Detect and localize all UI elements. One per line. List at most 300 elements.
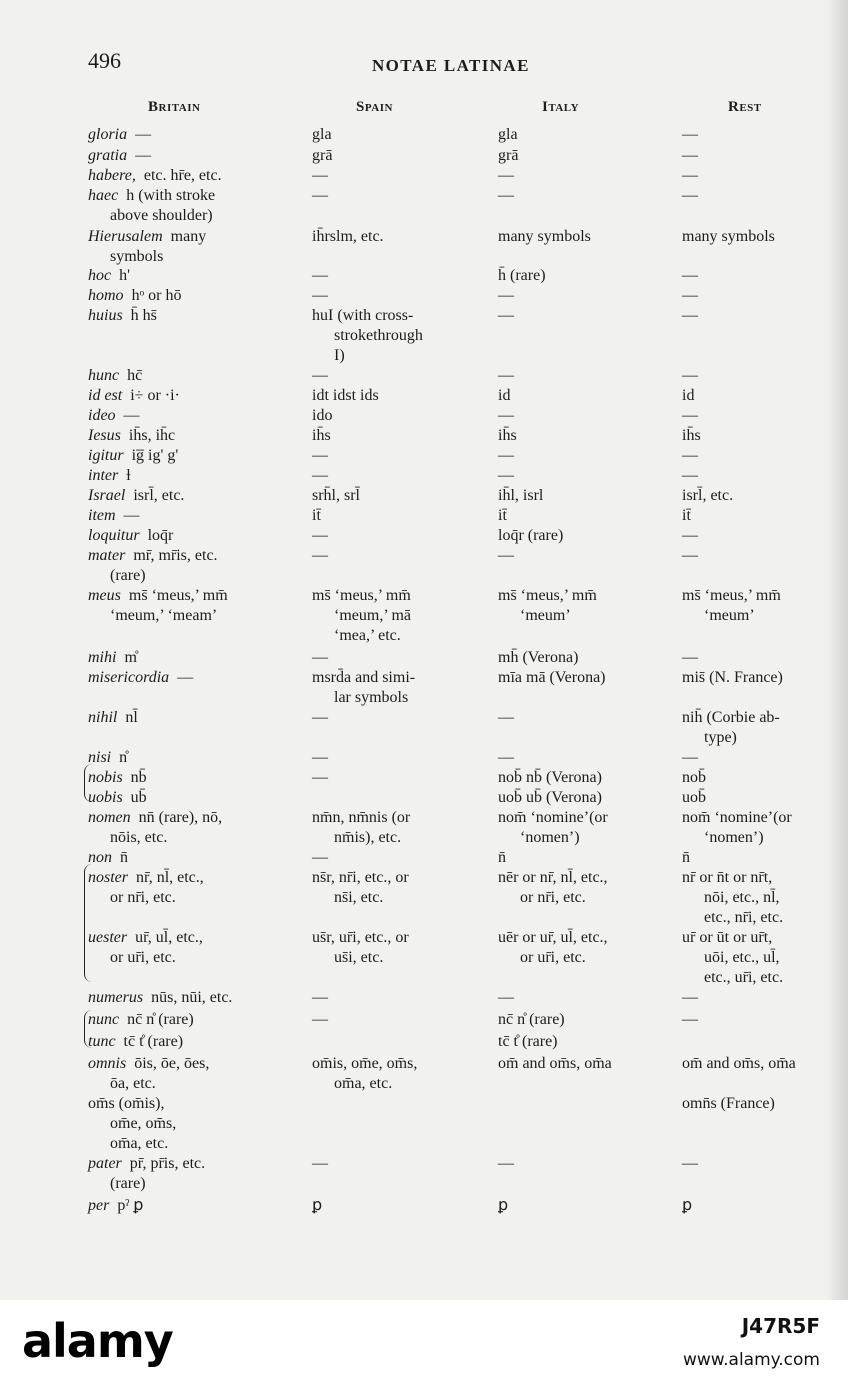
cell-britain — [88, 1054, 288, 1094]
abbreviation-rest: ur̄ or ūt or ur̄t, — [682, 929, 773, 946]
abbreviation-rest: ms̄ ‘meus,’ mm̄ — [682, 587, 781, 604]
abbreviation-italy: mh̄ (Verona) — [498, 649, 579, 666]
abbreviation-italy: many symbols — [498, 228, 591, 245]
cell-britain — [88, 868, 288, 908]
headword: meus — [88, 587, 121, 604]
brace-nunc-tunc — [84, 1010, 92, 1048]
brace-noster-uester — [84, 864, 92, 982]
headword: inter — [88, 467, 119, 484]
abbreviation-spain: grā — [312, 147, 333, 164]
headword: Israel — [88, 487, 126, 504]
abbreviation-rest: isrl̄, etc. — [682, 487, 734, 504]
abbreviation-rest: nih̄ (Corbie ab- — [682, 709, 780, 726]
abbreviation-britain: nc̄ n̊ (rare) — [127, 1011, 194, 1028]
abbreviation-rest: omn̄s (France) — [682, 1095, 775, 1112]
abbreviation-italy: nom̄ ‘nomine’(or — [498, 809, 608, 826]
headword: misericordia — [88, 669, 170, 686]
cell-britain — [88, 1196, 288, 1216]
watermark-url: www.alamy.com — [682, 1350, 820, 1370]
headword: item — [88, 507, 116, 524]
cell-italy — [498, 868, 658, 908]
abbreviation-rest-continued: nōi, etc., nl̄, — [704, 889, 780, 906]
abbreviation-spain: gla — [312, 126, 332, 143]
abbreviation-rest: — — [682, 126, 698, 143]
cell-italy — [498, 808, 658, 848]
headword: hoc — [88, 267, 112, 284]
cell-italy — [498, 125, 658, 145]
abbreviation-britain: m̊ — [124, 649, 137, 666]
cell-spain — [312, 648, 472, 668]
headword: gratia — [88, 147, 128, 164]
abbreviation-britain: nn̄ (rare), nō, — [138, 809, 223, 826]
headword: numerus — [88, 989, 144, 1006]
abbreviation-italy: — — [498, 709, 514, 726]
cell-italy — [498, 386, 658, 406]
abbreviation-rest: — — [682, 147, 698, 164]
abbreviation-spain: — — [312, 769, 328, 786]
cell-britain — [88, 506, 288, 526]
headword: id est — [88, 387, 123, 404]
cell-italy — [498, 546, 658, 566]
abbreviation-rest: nom̄ ‘nomine’(or — [682, 809, 792, 826]
abbreviation-britain: nr̄, nl̄, etc., — [136, 869, 204, 886]
abbreviation-britain: ih̄s, ih̄c — [128, 427, 176, 444]
cell-italy — [498, 768, 658, 788]
abbreviation-italy: h̄ (rare) — [498, 267, 546, 284]
cell-italy — [498, 748, 658, 768]
cell-britain — [88, 186, 288, 226]
abbreviation-italy-continued: ‘nomen’) — [520, 829, 580, 846]
abbreviation-rest: — — [682, 407, 698, 424]
cell-rest — [682, 306, 828, 326]
cell-rest — [682, 366, 828, 386]
abbreviation-spain: — — [312, 447, 328, 464]
abbreviation-rest: — — [682, 287, 698, 304]
abbreviation-spain-continued: lar symbols — [334, 689, 409, 706]
headword: pater — [88, 1155, 122, 1172]
abbreviation-italy: — — [498, 547, 514, 564]
abbreviation-italy: uob̄ ub̄ (Verona) — [498, 789, 602, 806]
headword: nihil — [88, 709, 118, 726]
cell-britain — [88, 306, 288, 326]
headword: hunc — [88, 367, 120, 384]
cell-italy — [498, 426, 658, 446]
cell-italy — [498, 526, 658, 546]
cell-rest — [682, 988, 828, 1008]
cell-spain — [312, 125, 472, 145]
cell-italy — [498, 988, 658, 1008]
abbreviation-britain-continued: (rare) — [110, 1175, 146, 1192]
cell-rest — [682, 446, 828, 466]
cell-spain — [312, 366, 472, 386]
abbreviation-rest: — — [682, 467, 698, 484]
cell-spain — [312, 1010, 472, 1030]
cell-rest — [682, 928, 828, 988]
abbreviation-italy: nob̄ nb̄ (Verona) — [498, 769, 602, 786]
cell-spain — [312, 386, 472, 406]
cell-spain — [312, 466, 472, 486]
cell-italy — [498, 466, 658, 486]
abbreviation-spain: ns̄r, nr̄i, etc., or — [312, 869, 409, 886]
cell-italy — [498, 446, 658, 466]
abbreviation-rest: it̄ — [682, 507, 691, 524]
abbreviation-italy: tc̄ t̊ (rare) — [498, 1033, 558, 1050]
cell-italy — [498, 146, 658, 166]
cell-italy — [498, 928, 658, 968]
headword: Iesus — [88, 427, 121, 444]
abbreviation-spain-continued: I) — [334, 347, 345, 364]
column-header-spain: Spain — [356, 99, 393, 115]
abbreviation-britain: n̊ — [119, 749, 128, 766]
cell-italy — [498, 366, 658, 386]
abbreviation-italy: — — [498, 467, 514, 484]
cell-rest — [682, 586, 828, 626]
cell-rest — [682, 526, 828, 546]
cell-britain — [88, 366, 288, 386]
cell-rest — [682, 788, 828, 808]
abbreviation-italy: — — [498, 167, 514, 184]
abbreviation-britain: ms̄ ‘meus,’ mm̄ — [128, 587, 228, 604]
abbreviation-italy: ih̄s — [498, 427, 517, 444]
abbreviation-rest: n̄ — [682, 849, 690, 866]
headword: huius — [88, 307, 123, 324]
cell-britain — [88, 748, 288, 768]
abbreviation-spain: nm̄n, nm̄nis (or — [312, 809, 411, 826]
abbreviation-italy-continued: or ur̄i, etc. — [520, 949, 586, 966]
abbreviation-spain: — — [312, 267, 328, 284]
cell-italy — [498, 506, 658, 526]
cell-rest — [682, 406, 828, 426]
headword: homo — [88, 287, 124, 304]
cell-britain — [88, 286, 288, 306]
abbreviation-spain: — — [312, 367, 328, 384]
cell-spain — [312, 748, 472, 768]
abbreviation-italy: — — [498, 407, 514, 424]
cell-britain — [88, 125, 288, 145]
abbreviation-britain: nūs, nūi, etc. — [151, 989, 233, 1006]
cell-rest — [682, 186, 828, 206]
abbreviation-italy: — — [498, 447, 514, 464]
abbreviation-spain: — — [312, 287, 328, 304]
cell-britain — [88, 1010, 288, 1030]
cell-italy — [498, 286, 658, 306]
abbreviation-britain: h (with stroke — [126, 187, 216, 204]
abbreviation-britain-continued: (rare) — [110, 567, 146, 584]
abbreviation-spain-continued: us̄i, etc. — [334, 949, 384, 966]
cell-spain — [312, 146, 472, 166]
abbreviation-britain: ōis, ōe, ōes, — [134, 1055, 210, 1072]
abbreviation-britain: hᵒ or hō — [131, 287, 182, 304]
cell-britain — [88, 768, 288, 788]
headword: non — [88, 849, 112, 866]
cell-britain — [88, 446, 288, 466]
headword: gloria — [88, 126, 128, 143]
abbreviation-spain: — — [312, 989, 328, 1006]
cell-italy — [498, 186, 658, 206]
abbreviation-italy: mīa mā (Verona) — [498, 669, 606, 686]
abbreviation-rest: — — [682, 447, 698, 464]
cell-spain — [312, 708, 472, 728]
abbreviation-italy: — — [498, 367, 514, 384]
headword: noster — [88, 869, 128, 886]
cell-spain — [312, 586, 472, 646]
cell-spain — [312, 506, 472, 526]
abbreviation-britain: ig̅ ig' g' — [131, 447, 179, 464]
cell-spain — [312, 546, 472, 566]
cell-britain — [88, 486, 288, 506]
abbreviation-britain: pr̄, pr̄is, etc. — [129, 1155, 206, 1172]
cell-britain — [88, 1094, 288, 1154]
cell-spain — [312, 808, 472, 848]
abbreviation-britain: — — [123, 507, 140, 524]
cell-spain — [312, 426, 472, 446]
cell-britain — [88, 788, 288, 808]
cell-rest — [682, 768, 828, 788]
abbreviation-spain: — — [312, 849, 328, 866]
abbreviation-britain: ɫ — [126, 467, 131, 484]
abbreviation-italy: — — [498, 1155, 514, 1172]
abbreviation-britain: etc. hr̄e, etc. — [143, 167, 222, 184]
cell-rest — [682, 506, 828, 526]
cell-britain — [88, 668, 288, 688]
headword: nomen — [88, 809, 131, 826]
abbreviation-spain: ido — [312, 407, 333, 424]
abbreviation-italy: nc̄ n̊ (rare) — [498, 1011, 565, 1028]
abbreviation-italy: — — [498, 187, 514, 204]
abbreviation-britain: n̄ — [120, 849, 128, 866]
abbreviation-spain: — — [312, 527, 328, 544]
headword: per — [88, 1197, 110, 1214]
cell-rest — [682, 266, 828, 286]
cell-rest — [682, 125, 828, 145]
cell-rest — [682, 648, 828, 668]
abbreviation-italy: loq̄r (rare) — [498, 527, 564, 544]
abbreviation-britain: ub̄ — [130, 789, 147, 806]
headword: tunc — [88, 1033, 116, 1050]
abbreviation-rest-continued: type) — [704, 729, 737, 746]
cell-rest — [682, 146, 828, 166]
abbreviation-britain: mr̄, mr̄is, etc. — [133, 547, 218, 564]
cell-spain — [312, 186, 472, 206]
cell-rest — [682, 227, 828, 247]
abbreviation-rest: many symbols — [682, 228, 775, 245]
abbreviation-spain: — — [312, 547, 328, 564]
abbreviation-spain: — — [312, 709, 328, 726]
abbreviation-spain-continued: ns̄i, etc. — [334, 889, 384, 906]
cell-italy — [498, 1196, 658, 1216]
cell-britain — [88, 848, 288, 868]
cell-rest — [682, 1094, 828, 1114]
cell-rest — [682, 466, 828, 486]
abbreviation-britain: tc̄ t̊ (rare) — [123, 1033, 184, 1050]
running-head: NOTAE LATINAE — [372, 56, 530, 75]
headword: uobis — [88, 789, 123, 806]
cell-italy — [498, 166, 658, 186]
abbreviation-britain: — — [135, 147, 152, 164]
cell-spain — [312, 526, 472, 546]
cell-rest — [682, 386, 828, 406]
abbreviation-spain-continued: nm̄is), etc. — [334, 829, 402, 846]
abbreviation-rest: om̄ and om̄s, om̄a — [682, 1055, 796, 1072]
abbreviation-britain: i÷ or ·i· — [130, 387, 180, 404]
abbreviation-britain: om̄s (om̄is), — [88, 1095, 165, 1112]
cell-spain — [312, 868, 472, 908]
cell-italy — [498, 1154, 658, 1174]
abbreviation-britain-continued: or ur̄i, etc. — [110, 949, 176, 966]
abbreviation-italy: — — [498, 307, 514, 324]
abbreviation-spain: idt idst ids — [312, 387, 379, 404]
page-number: 496 — [88, 48, 121, 73]
cell-britain — [88, 266, 288, 286]
abbreviation-italy: nēr or nr̄, nl̄, etc., — [498, 869, 608, 886]
abbreviation-spain-continued: strokethrough — [334, 327, 423, 344]
alamy-logo: alamy — [22, 1314, 173, 1368]
column-header-rest: Rest — [728, 99, 762, 115]
cell-italy — [498, 1054, 658, 1074]
abbreviation-britain: — — [135, 126, 152, 143]
cell-britain — [88, 466, 288, 486]
abbreviation-britain-continued: om̄a, etc. — [110, 1135, 169, 1152]
cell-spain — [312, 446, 472, 466]
abbreviation-rest-continued: ‘nomen’) — [704, 829, 764, 846]
abbreviation-italy: grā — [498, 147, 519, 164]
headword: mater — [88, 547, 126, 564]
headword: nisi — [88, 749, 112, 766]
cell-britain — [88, 1032, 288, 1052]
abbreviation-italy: it̄ — [498, 507, 507, 524]
cell-rest — [682, 426, 828, 446]
cell-spain — [312, 988, 472, 1008]
abbreviation-rest: — — [682, 367, 698, 384]
headword: Hierusalem — [88, 228, 163, 245]
cell-spain — [312, 306, 472, 366]
abbreviation-spain: ih̄rslm, etc. — [312, 228, 384, 245]
headword: loquitur — [88, 527, 140, 544]
abbreviation-rest: — — [682, 749, 698, 766]
cell-britain — [88, 406, 288, 426]
cell-spain — [312, 286, 472, 306]
abbreviation-britain: nl̄ — [125, 709, 138, 726]
cell-italy — [498, 668, 658, 688]
abbreviation-spain: — — [312, 1155, 328, 1172]
abbreviation-spain: msrd̄a and simi- — [312, 669, 416, 686]
abbreviation-rest: — — [682, 1011, 698, 1028]
cell-britain — [88, 526, 288, 546]
headword: ideo — [88, 407, 116, 424]
headword: nunc — [88, 1011, 120, 1028]
cell-britain — [88, 426, 288, 446]
abbreviation-rest-continued: uōi, etc., ul̄, — [704, 949, 780, 966]
abbreviation-italy: — — [498, 749, 514, 766]
cell-britain — [88, 1154, 288, 1194]
headword: habere, — [88, 167, 136, 184]
abbreviation-rest: — — [682, 267, 698, 284]
cell-rest — [682, 708, 828, 748]
abbreviation-rest: — — [682, 527, 698, 544]
abbreviation-britain: h̄ hs̄ — [130, 307, 157, 324]
abbreviation-britain-continued: above shoulder) — [110, 207, 213, 224]
abbreviation-italy-continued: ‘meum’ — [520, 607, 571, 624]
brace-nobis-uobis — [84, 764, 92, 802]
abbreviation-britain: — — [177, 669, 194, 686]
column-header-britain: Britain — [148, 99, 201, 115]
abbreviation-britain-continued: ōa, etc. — [110, 1075, 156, 1092]
abbreviation-spain: — — [312, 167, 328, 184]
column-header-italy: Italy — [542, 99, 580, 115]
abbreviation-rest: uob̄ — [682, 789, 706, 806]
cell-britain — [88, 648, 288, 668]
abbreviation-spain: ms̄ ‘meus,’ mm̄ — [312, 587, 411, 604]
cell-spain — [312, 1054, 472, 1094]
cell-britain — [88, 227, 288, 267]
abbreviation-spain: ꝑ — [312, 1197, 323, 1214]
abbreviation-italy: ꝑ — [498, 1197, 509, 1214]
abbreviation-spain: ih̄s — [312, 427, 331, 444]
headword: uester — [88, 929, 128, 946]
cell-spain — [312, 266, 472, 286]
headword: nobis — [88, 769, 123, 786]
cell-spain — [312, 1154, 472, 1174]
cell-rest — [682, 1196, 828, 1216]
abbreviation-britain: h' — [119, 267, 130, 284]
cell-britain — [88, 988, 288, 1008]
cell-rest — [682, 546, 828, 566]
cell-spain — [312, 668, 472, 708]
cell-italy — [498, 406, 658, 426]
headword: haec — [88, 187, 119, 204]
cell-italy — [498, 227, 658, 247]
abbreviation-rest: — — [682, 547, 698, 564]
abbreviation-rest: — — [682, 167, 698, 184]
abbreviation-spain: huI (with cross- — [312, 307, 414, 324]
abbreviation-rest: — — [682, 187, 698, 204]
cell-rest — [682, 286, 828, 306]
abbreviation-spain: — — [312, 749, 328, 766]
abbreviation-britain-continued: nōis, etc. — [110, 829, 168, 846]
cell-italy — [498, 266, 658, 286]
abbreviation-spain: — — [312, 1011, 328, 1028]
abbreviation-spain-continued: ‘mea,’ etc. — [334, 627, 401, 644]
abbreviation-spain: us̄r, ur̄i, etc., or — [312, 929, 409, 946]
abbreviation-britain-continued: ‘meum,’ ‘meam’ — [110, 607, 218, 624]
abbreviation-britain: many — [170, 228, 207, 245]
watermark-bar — [0, 1300, 848, 1390]
abbreviation-italy: — — [498, 287, 514, 304]
cell-rest — [682, 1054, 828, 1074]
cell-spain — [312, 406, 472, 426]
abbreviation-spain-continued: ‘meum,’ mā — [334, 607, 412, 624]
cell-spain — [312, 768, 472, 788]
cell-spain — [312, 848, 472, 868]
cell-britain — [88, 166, 288, 186]
cell-spain — [312, 227, 472, 247]
abbreviation-spain: it̄ — [312, 507, 321, 524]
cell-italy — [498, 648, 658, 668]
abbreviation-italy-continued: or nr̄i, etc. — [520, 889, 586, 906]
abbreviation-rest-continued: ‘meum’ — [704, 607, 755, 624]
abbreviation-rest: nr̄ or n̄t or nr̄t, — [682, 869, 773, 886]
cell-italy — [498, 848, 658, 868]
abbreviation-italy: id — [498, 387, 511, 404]
cell-britain — [88, 546, 288, 586]
cell-rest — [682, 1154, 828, 1174]
image-id: J47R5F — [741, 1314, 820, 1338]
abbreviation-spain: om̄is, om̄e, om̄s, — [312, 1055, 418, 1072]
abbreviation-britain: pˀ ꝑ — [117, 1197, 144, 1214]
abbreviation-rest: ꝑ — [682, 1197, 693, 1214]
headword: omnis — [88, 1055, 127, 1072]
cell-rest — [682, 1010, 828, 1030]
